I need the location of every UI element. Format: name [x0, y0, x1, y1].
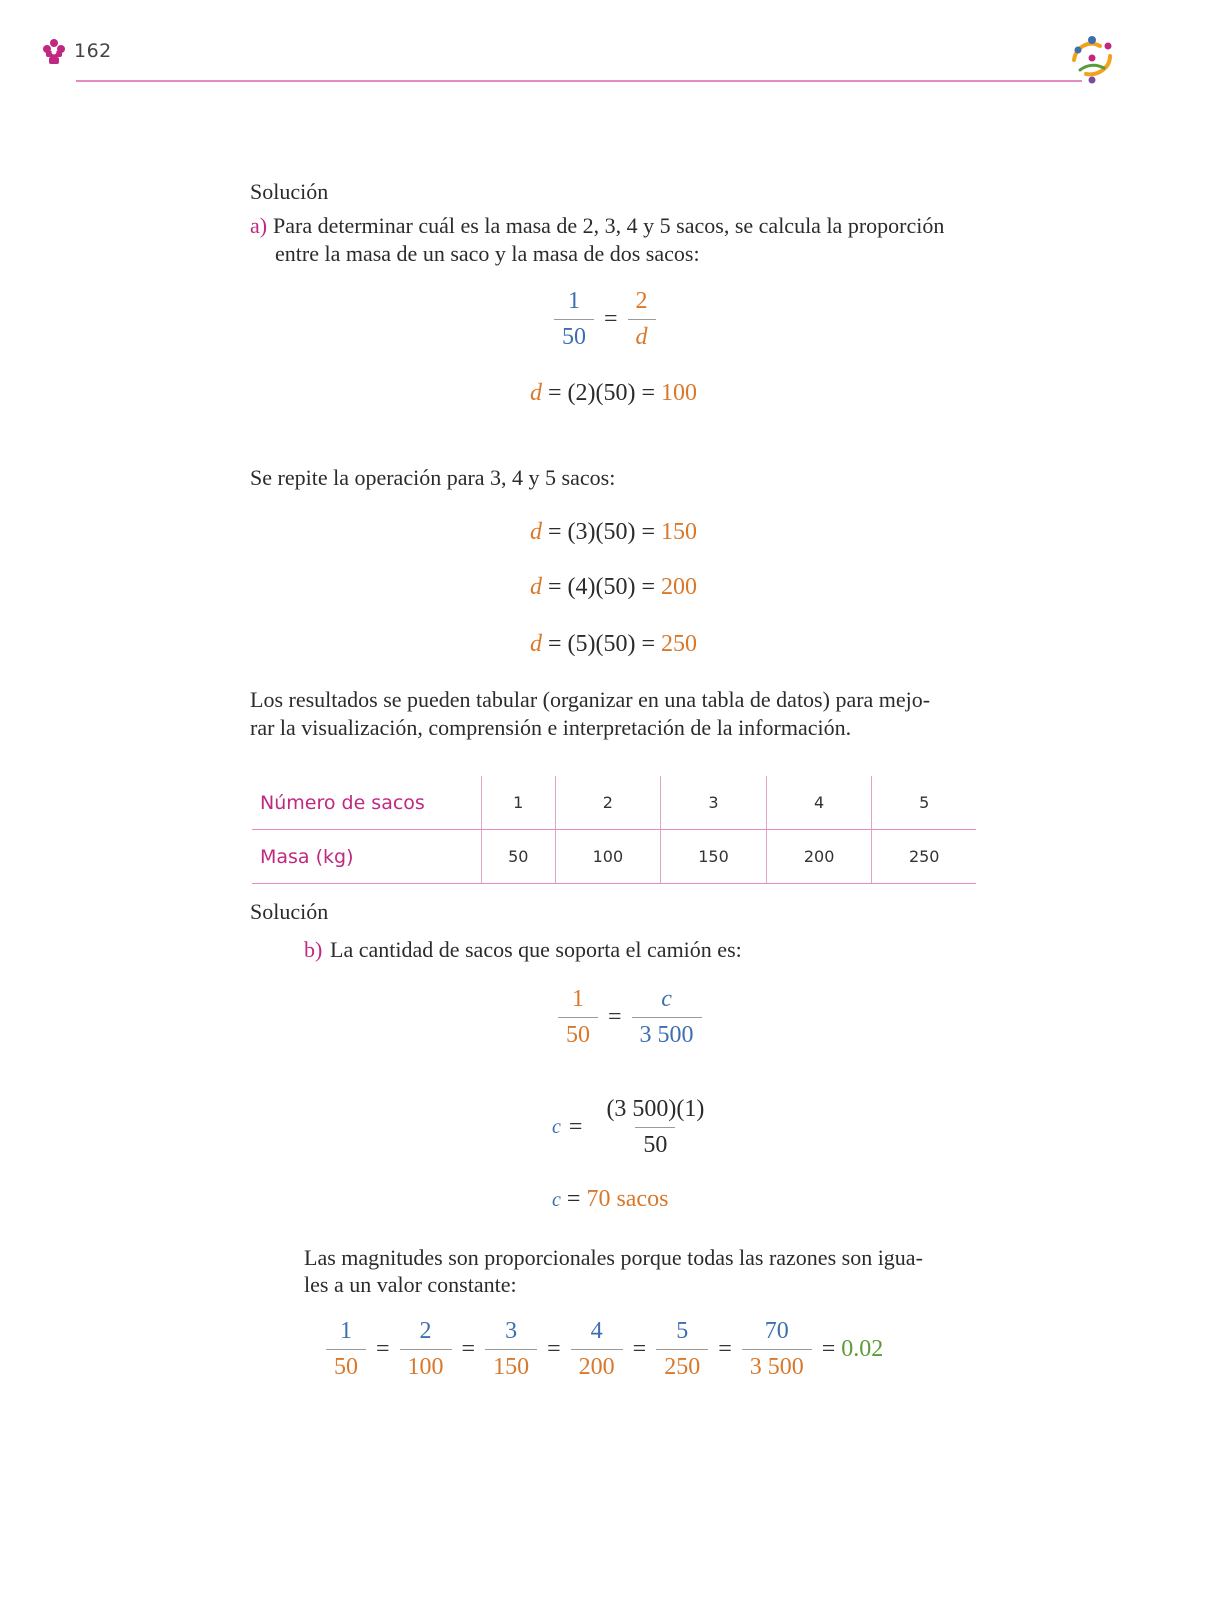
numerator: 1: [572, 986, 584, 1012]
flower-logo-icon: [42, 38, 66, 66]
page-number: 162: [74, 40, 112, 62]
denominator: 100: [400, 1349, 452, 1381]
equals-sign: =: [604, 306, 618, 332]
numerator: 2: [635, 288, 648, 314]
repeat-equation-3: [530, 519, 697, 546]
equation-variable: d: [530, 380, 542, 406]
fraction: [326, 1318, 366, 1381]
table-cell: 4: [766, 776, 872, 830]
equation-variable: c: [552, 1116, 561, 1138]
numerator: (3 500)(1): [606, 1096, 705, 1122]
table-cell: 150: [661, 830, 767, 884]
numerator: c: [661, 986, 672, 1012]
section-a-label: a): [250, 213, 268, 238]
denominator: 50: [326, 1349, 366, 1381]
numerator: 1: [340, 1318, 352, 1344]
fraction: [628, 288, 656, 351]
row-header: Número de sacos: [252, 776, 482, 830]
fraction: [742, 1318, 812, 1381]
equation-variable: c: [552, 1189, 561, 1211]
denominator: 3 500: [632, 1017, 702, 1049]
header-divider: [76, 80, 1082, 82]
conclusion-line2: les a un valor constante:: [304, 1272, 517, 1297]
row-header: Masa (kg): [252, 830, 482, 884]
table-cell: 100: [555, 830, 661, 884]
table-cell: 1: [482, 776, 556, 830]
equation-rhs: = (2)(50) =: [548, 380, 656, 406]
proportion-b: [554, 986, 706, 1049]
table-cell: 2: [555, 776, 661, 830]
denominator: 200: [571, 1349, 623, 1381]
tabulate-text-line2: rar la visualización, comprensión e interpretación de la información.: [250, 715, 852, 740]
table-cell: 200: [766, 830, 872, 884]
section-a-text-line2: entre la masa de un saco y la masa de dos sacos:: [275, 241, 700, 266]
table-row: [252, 776, 976, 830]
equals-sign: =: [376, 1336, 390, 1362]
equation-variable: d: [530, 519, 542, 545]
section-b-text: La cantidad de sacos que soporta el camión es:: [330, 937, 742, 962]
equals-sign: =: [718, 1336, 732, 1362]
equals-sign: =: [568, 1114, 583, 1140]
equals-sign: =: [547, 1336, 561, 1362]
equals-sign: =: [632, 1336, 647, 1362]
table-row: [252, 830, 976, 884]
denominator: 50: [558, 1017, 598, 1049]
section-a-text-line1: Para determinar cuál es la masa de 2, 3, 4 y 5 sacos, se calcula la proporción: [273, 213, 945, 238]
numerator: 4: [590, 1318, 603, 1344]
fraction: [400, 1318, 452, 1381]
numerator: 3: [505, 1318, 518, 1344]
fraction: [632, 986, 702, 1049]
equation-result: 150: [661, 519, 698, 545]
denominator: 50: [554, 319, 594, 351]
equals-sign: =: [608, 1004, 622, 1030]
numerator: 70: [764, 1318, 789, 1344]
conclusion-line1: Las magnitudes son proporcionales porque todas las razones son igua-: [304, 1245, 923, 1270]
section-a-heading: Solución: [250, 179, 329, 204]
fraction: [656, 1318, 708, 1381]
data-table: [252, 776, 976, 884]
denominator: 3 500: [742, 1349, 812, 1381]
table-cell: 250: [872, 830, 976, 884]
table-cell: 5: [872, 776, 976, 830]
equation-b-step2: [552, 1096, 716, 1159]
equation-rhs: = (4)(50) =: [548, 574, 656, 600]
table-cell: 3: [661, 776, 767, 830]
numerator: 1: [568, 288, 580, 314]
fraction: [554, 288, 594, 351]
denominator: d: [628, 319, 656, 351]
decorative-emblem-icon: [1066, 34, 1118, 84]
denominator: 250: [656, 1349, 708, 1381]
equation-rhs: = (3)(50) =: [548, 519, 656, 545]
equation-variable: d: [530, 631, 542, 657]
result-value: 70 sacos: [586, 1186, 669, 1212]
equation-a: [530, 380, 697, 407]
equation-rhs: = (5)(50) =: [548, 631, 656, 657]
proportion-a: [550, 288, 660, 351]
repeat-equation-4: [530, 574, 697, 601]
table-cell: 50: [482, 830, 556, 884]
equals-sign: =: [566, 1186, 581, 1212]
fraction: [558, 986, 598, 1049]
fraction: [598, 1096, 712, 1159]
fraction: [571, 1318, 623, 1381]
section-b-heading: Solución: [250, 899, 329, 924]
tabulate-text-line1: Los resultados se pueden tabular (organizar en una tabla de datos) para mejo-: [250, 687, 931, 712]
constant-value: 0.02: [841, 1336, 884, 1362]
equation-result: 200: [661, 574, 698, 600]
equals-sign: =: [821, 1336, 836, 1362]
equation-variable: d: [530, 574, 542, 600]
repeat-equation-5: [530, 631, 697, 658]
numerator: 2: [419, 1318, 432, 1344]
repeat-text: Se repite la operación para 3, 4 y 5 sacos:: [250, 465, 616, 490]
section-b-label: b): [304, 937, 323, 962]
fraction: [485, 1318, 537, 1381]
ratio-chain: [322, 1318, 883, 1381]
numerator: 5: [676, 1318, 689, 1344]
equation-b-result: [552, 1186, 668, 1213]
equation-result: 100: [661, 380, 698, 406]
denominator: 50: [635, 1127, 675, 1159]
denominator: 150: [485, 1349, 537, 1381]
equals-sign: =: [461, 1336, 476, 1362]
equation-result: 250: [661, 631, 698, 657]
